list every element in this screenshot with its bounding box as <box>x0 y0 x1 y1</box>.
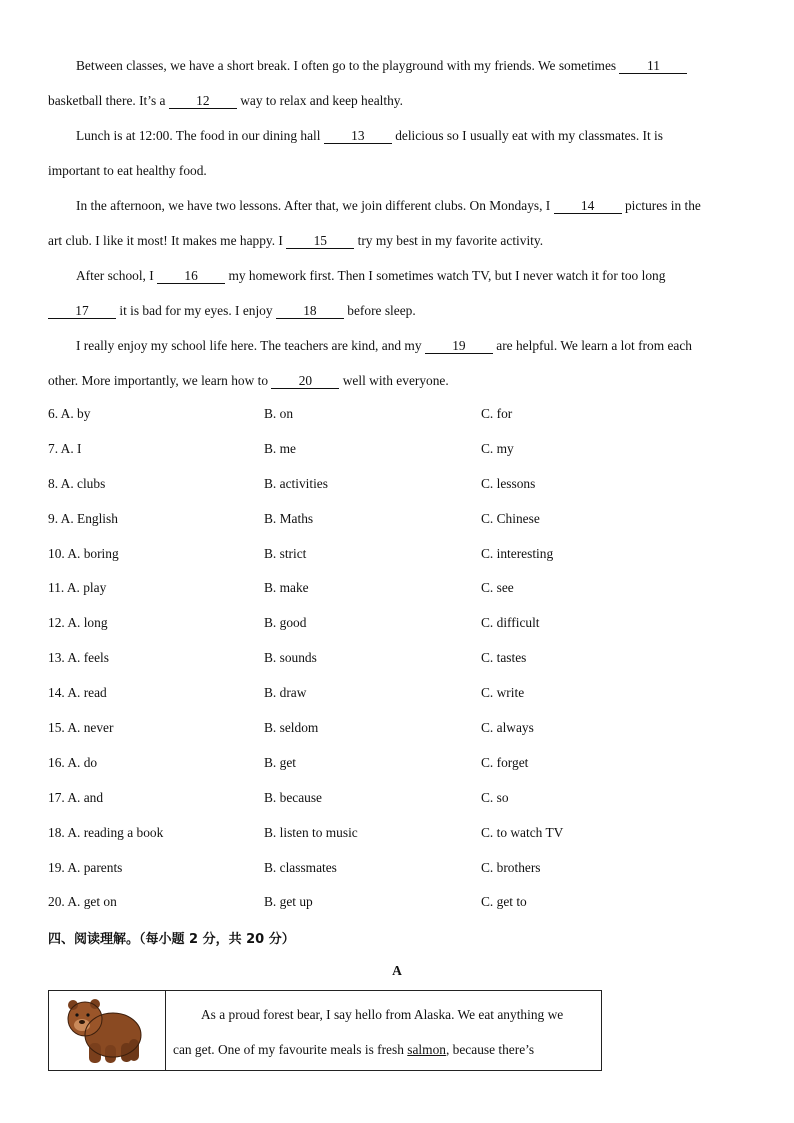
option-c: C. interesting <box>481 545 554 561</box>
option-row <box>48 537 768 572</box>
option-b: B. make <box>264 580 309 596</box>
option-a: 8. A. clubs <box>48 475 106 491</box>
option-c: C. forget <box>481 754 529 770</box>
text: pictures in the <box>624 198 701 213</box>
underlined-word: salmon <box>407 1042 446 1057</box>
text: Between classes, we have a short break. I often go to the playground with my friends. We sometimes <box>76 58 617 73</box>
text: are helpful. We learn a lot from each <box>496 338 693 353</box>
option-c: C. always <box>481 720 534 736</box>
option-c: C. for <box>481 406 513 421</box>
option-row <box>48 781 768 816</box>
text: it is bad for my eyes. I enjoy <box>119 303 273 318</box>
text: try my best in my favorite activity. <box>357 233 544 248</box>
option-b: B. get up <box>264 894 313 910</box>
option-a: 15. A. never <box>48 720 114 736</box>
bear-image-cell <box>49 991 166 1070</box>
reading-table <box>48 990 602 1071</box>
option-b: B. on <box>264 406 294 421</box>
option-a: 7. A. I <box>48 440 82 456</box>
option-c: C. Chinese <box>481 510 540 526</box>
option-a: 14. A. read <box>48 685 107 701</box>
option-a: 17. A. and <box>48 789 104 805</box>
text: can get. One of my favourite meals is fresh <box>173 1042 404 1057</box>
option-b: B. good <box>264 615 307 631</box>
option-c: C. difficult <box>481 615 540 631</box>
passage-paragraph-3 <box>48 188 738 258</box>
text: other. More importantly, we learn how to <box>48 373 269 388</box>
option-b: B. me <box>264 440 296 456</box>
option-row <box>48 816 768 851</box>
blank-17: 17 <box>48 304 116 319</box>
text: In the afternoon, we have two lessons. After that, we join different clubs. On Mondays, I <box>76 198 551 213</box>
option-c: C. so <box>481 789 509 805</box>
option-a: 20. A. get on <box>48 894 117 910</box>
blank-12: 12 <box>169 94 237 109</box>
option-c: C. see <box>481 580 514 596</box>
passage-paragraph-5 <box>48 328 738 398</box>
option-row <box>48 676 768 711</box>
blank-14: 14 <box>554 199 622 214</box>
text: my homework first. Then I sometimes watch TV, but I never watch it for too long <box>228 268 666 283</box>
text: way to relax and keep healthy. <box>240 93 403 108</box>
option-a: 12. A. long <box>48 615 108 631</box>
option-b: B. listen to music <box>264 824 358 840</box>
option-b: B. activities <box>264 475 328 491</box>
reading-line-2 <box>173 1032 593 1067</box>
option-a: 16. A. do <box>48 754 98 770</box>
option-b: B. Maths <box>264 510 314 526</box>
blank-18: 18 <box>276 304 344 319</box>
option-c: C. get to <box>481 894 527 910</box>
passage-paragraph-1 <box>48 48 738 118</box>
option-c: C. tastes <box>481 650 527 666</box>
option-b: B. because <box>264 789 323 805</box>
option-b: B. draw <box>264 685 307 701</box>
text: I really enjoy my school life here. The teachers are kind, and my <box>76 338 422 353</box>
passage-paragraph-2 <box>48 118 738 188</box>
blank-20: 20 <box>271 374 339 389</box>
blank-13: 13 <box>324 129 392 144</box>
option-row <box>48 885 768 920</box>
text: After school, I <box>76 268 154 283</box>
option-c: C. write <box>481 685 525 701</box>
text: important to eat healthy food. <box>48 163 207 178</box>
text: well with everyone. <box>342 373 449 388</box>
blank-19: 19 <box>425 339 493 354</box>
option-b: B. classmates <box>264 859 337 875</box>
option-b: B. strict <box>264 545 307 561</box>
reading-text <box>173 997 593 1067</box>
option-b: B. get <box>264 754 296 770</box>
option-b: B. seldom <box>264 720 319 736</box>
bear-icon <box>49 991 165 1070</box>
text: before sleep. <box>347 303 416 318</box>
text: Lunch is at 12:00. The food in our dining hall <box>76 128 321 143</box>
option-a: 9. A. English <box>48 510 118 526</box>
passage-paragraph-4 <box>48 258 738 328</box>
option-row <box>48 641 768 676</box>
text: basketball there. It’s a <box>48 93 166 108</box>
option-row <box>48 606 768 641</box>
option-c: C. my <box>481 440 514 456</box>
option-a: 18. A. reading a book <box>48 824 164 840</box>
option-a: 19. A. parents <box>48 859 123 875</box>
option-c: C. brothers <box>481 859 541 875</box>
text: art club. I like it most! It makes me happy. I <box>48 233 283 248</box>
option-a: 6. A. by <box>48 406 91 421</box>
option-row <box>48 711 768 746</box>
blank-15: 15 <box>286 234 354 249</box>
option-c: C. to watch TV <box>481 824 564 840</box>
blank-11: 11 <box>619 59 687 74</box>
option-b: B. sounds <box>264 650 317 666</box>
option-a: 10. A. boring <box>48 545 119 561</box>
option-row <box>48 397 768 432</box>
answer-options <box>48 397 768 920</box>
option-row <box>48 851 768 886</box>
option-row <box>48 432 768 467</box>
option-row <box>48 467 768 502</box>
passage-label: A <box>392 963 402 978</box>
option-row <box>48 746 768 781</box>
blank-16: 16 <box>157 269 225 284</box>
text: delicious so I usually eat with my classmates. It is <box>395 128 663 143</box>
reading-line-1: As a proud forest bear, I say hello from Alaska. We eat anything we <box>201 1007 564 1022</box>
option-a: 11. A. play <box>48 580 107 596</box>
option-a: 13. A. feels <box>48 650 109 666</box>
section-title: 四、阅读理解。（每小题 2 分，共 20 分） <box>48 932 295 947</box>
option-c: C. lessons <box>481 475 536 491</box>
option-row <box>48 571 768 606</box>
option-row <box>48 502 768 537</box>
text: , because there’s <box>445 1042 535 1057</box>
